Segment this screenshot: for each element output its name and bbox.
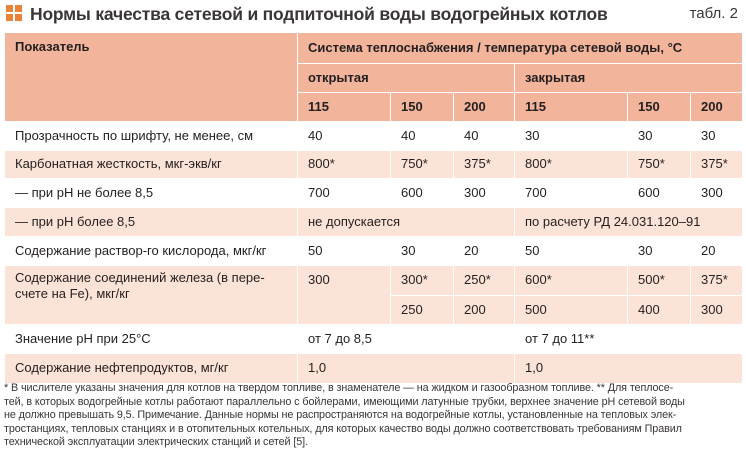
table-row — [5, 354, 743, 384]
table-cell: 20 — [691, 237, 743, 266]
table-cell: 375* — [454, 151, 515, 179]
table-cell: 600 — [628, 179, 691, 208]
footnote-line: * В числителе указаны значения для котлов на твердом топливе, в знаменателе — на жидком и газообразном топливе. ** Для теплосе- — [4, 382, 674, 394]
row-label: Содержание раствор-го кислорода, мкг/кг — [5, 237, 298, 266]
table-cell: 700 — [515, 179, 628, 208]
table-cell-merged: по расчету РД 24.031.120–91 — [515, 208, 743, 237]
table-cell-merged: от 7 до 11** — [515, 325, 743, 354]
temp-header: 115 — [515, 93, 628, 122]
table-cell: 375* — [691, 151, 743, 179]
table-cell: 30 — [628, 122, 691, 151]
row-label: — при pH более 8,5 — [5, 208, 298, 237]
temp-header: 115 — [298, 93, 391, 122]
column-header-indicator: Показатель — [5, 33, 298, 122]
table-cell: 50 — [298, 237, 391, 266]
row-label: Карбонатная жесткость, мкг-экв/кг — [5, 151, 298, 179]
temp-header: 150 — [391, 93, 454, 122]
table-cell: 300 — [691, 179, 743, 208]
table-cell: 40 — [298, 122, 391, 151]
four-square-bullet-icon — [6, 5, 22, 21]
row-label: Содержание соединений железа (в пере-счете на Fe), мкг/кг — [5, 266, 298, 325]
table-row — [5, 325, 743, 354]
table-cell: 30 — [691, 122, 743, 151]
table-cell: 600* — [515, 266, 628, 296]
footnote-line: тростанциях, тепловых станциях и в отопительных котельных, для которых качество воды должно соответствовать требованиям Правил — [4, 422, 682, 435]
table-cell: 40 — [391, 122, 454, 151]
table-cell: 700 — [298, 179, 391, 208]
temp-header: 200 — [691, 93, 743, 122]
row-label: Значение pH при 25°С — [5, 325, 298, 354]
table-cell: 40 — [454, 122, 515, 151]
table-cell: 375* — [691, 266, 743, 296]
table-cell: 800* — [515, 151, 628, 179]
column-header-open: открытая — [298, 64, 515, 93]
table-cell: 600 — [391, 179, 454, 208]
row-label: Прозрачность по шрифту, не менее, см — [5, 122, 298, 151]
table-cell: 250* — [454, 266, 515, 296]
table-label: табл. 2 — [689, 5, 738, 22]
title-bar — [0, 0, 746, 28]
temp-header: 200 — [454, 93, 515, 122]
table-cell-merged: 1,0 — [515, 354, 743, 384]
temp-header: 150 — [628, 93, 691, 122]
table-row — [5, 237, 743, 266]
table-row — [5, 266, 743, 296]
table-cell: 500* — [628, 266, 691, 296]
table-cell: 50 — [515, 237, 628, 266]
table-cell: 300* — [391, 266, 454, 296]
footnote-line: технической эксплуатации электрических станций и сетей [5]. — [4, 436, 308, 449]
table-row — [5, 151, 743, 179]
table-cell: 300 — [454, 179, 515, 208]
table-cell-merged: 1,0 — [298, 354, 515, 384]
table-row — [5, 208, 743, 237]
table-cell: 300 — [691, 296, 743, 325]
footnote-line: тей, в которых водогрейные котлы работают параллельно с бойлерами, имеющими латунные трубки, верхнее значение pH сетевой воды — [4, 395, 685, 408]
table-cell: 750* — [391, 151, 454, 179]
page-title: Нормы качества сетевой и подпиточной воды водогрейных котлов — [30, 4, 608, 24]
footnote-line: не должно превышать 9,5. Примечание. Данные нормы не распространяются на водогрейные котлы, установленные на тепловых элек- — [4, 409, 677, 422]
row-label: Содержание нефтепродуктов, мг/кг — [5, 354, 298, 384]
table-cell: 500 — [515, 296, 628, 325]
table-row — [5, 122, 743, 151]
table-cell: 30 — [515, 122, 628, 151]
table-cell: 400 — [628, 296, 691, 325]
table-cell-merged: не допускается — [298, 208, 515, 237]
table-cell: 30 — [391, 237, 454, 266]
header-row-1 — [5, 33, 743, 64]
column-header-system: Система теплоснабжения / температура сетевой воды, °С — [298, 33, 743, 64]
table-row — [5, 179, 743, 208]
row-label: — при pH не более 8,5 — [5, 179, 298, 208]
footnote — [4, 382, 742, 450]
table-cell: 750* — [628, 151, 691, 179]
table-cell: 300 — [298, 266, 391, 325]
table-cell: 800* — [298, 151, 391, 179]
table-cell: 30 — [628, 237, 691, 266]
column-header-closed: закрытая — [515, 64, 743, 93]
table-cell: 20 — [454, 237, 515, 266]
table-cell-merged: от 7 до 8,5 — [298, 325, 515, 354]
table-cell: 250 — [391, 296, 454, 325]
table-cell: 200 — [454, 296, 515, 325]
quality-table — [4, 32, 743, 384]
